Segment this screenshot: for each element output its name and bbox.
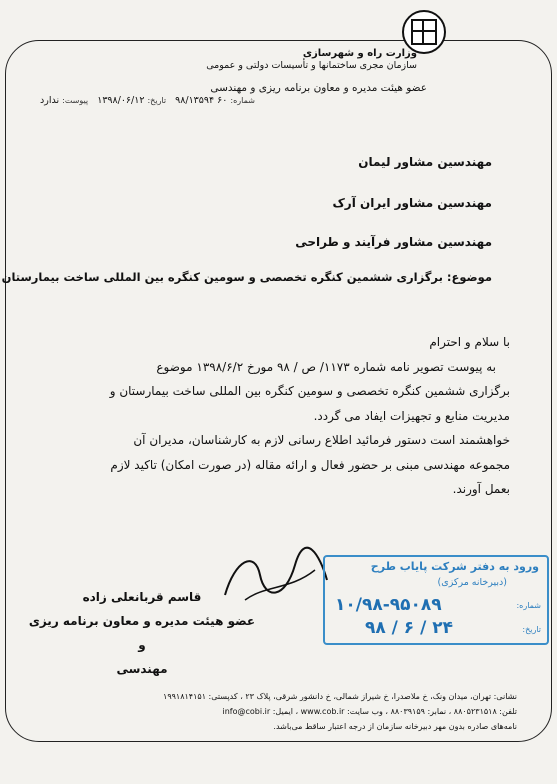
body-line: مدیریت منابع و تجهیزات ایفاد می گردد.: [313, 408, 510, 423]
stamp-line-2: (دبیرخانه مرکزی): [437, 577, 507, 588]
signer-name: قاسم قربانعلی زاده: [82, 590, 202, 604]
sender-role: عضو هیئت مدیره و معاون برنامه ریزی و مهندسی: [210, 82, 427, 94]
stamp-date: ۹۸ / ۶ / ۲۴: [365, 618, 453, 638]
body-line: خواهشمند است دستور فرمائید اطلاع رسانی لازم به کارشناسان، مدیران آن: [133, 433, 510, 447]
letter-date: ۱۳۹۸/۰۶/۱۲: [97, 95, 145, 106]
recipient-2: مهندسین مشاور ایران آرک: [332, 196, 492, 210]
stamp-number: ۱۰/۹۸-۹۵۰۸۹: [335, 595, 442, 615]
attachment-value: ندارد: [40, 95, 60, 106]
number-label: شماره:: [230, 96, 255, 105]
date-label: تاریخ:: [147, 96, 167, 105]
footer-note: نامه‌های صادره بدون مهر دبیرخانه سازمان از درجه اعتبار ساقط می‌باشد.: [273, 722, 517, 731]
receipt-stamp: [323, 555, 549, 645]
body-line: برگزاری ششمین کنگره تخصصی و سومین کنگره بین المللی ساخت بیمارستان و: [109, 384, 510, 398]
footer-address: نشانی: تهران، میدان ونک، خ ملاصدرا، خ شیراز شمالی، خ دانشور شرقی، پلاک ۲۳ ، کدپستی: ۱۹۹۱۸۱۴۱۵۱: [163, 692, 517, 701]
body-line: به پیوست تصویر نامه شماره ۱۱۷۳/ ص / ۹۸ مورخ ۱۳۹۸/۶/۲ موضوع: [156, 359, 496, 374]
stamp-date-label: تاریخ:: [522, 625, 541, 634]
attachment-label: پیوست:: [62, 96, 89, 105]
letter-body: [48, 330, 510, 502]
greeting: با سلام و احترام: [429, 335, 510, 349]
letter-subject: موضوع: برگزاری ششمین کنگره تخصصی و سومین کنگره بین المللی ساخت بیمارستان: [1, 270, 492, 284]
signer-title: عضو هیئت مدیره و معاون برنامه ریزی و: [28, 614, 256, 652]
recipient-3: مهندسین مشاور فرآیند و طراحی: [295, 235, 492, 249]
stamp-line-1: ورود به دفتر شرکت پایاب طرح: [370, 560, 539, 573]
body-line: بعمل آورند.: [452, 482, 510, 496]
organization-name: سازمان مجری ساختمانها و تأسیسات دولتی و عمومی: [206, 60, 417, 71]
signer-title-cont: مهندسی: [116, 662, 168, 676]
letter-number: ۶۰ ۹۸/۱۳۵۹۴: [175, 95, 228, 106]
footer-contact: تلفن: ۸۸۰۵۲۳۱۵۱۸ ، نمابر: ۸۸۰۳۹۱۵۹ ، وب سایت: www.cob.ir ، ایمیل: info@cobi.ir: [222, 707, 517, 716]
body-line: مجموعه مهندسی مبنی بر حضور فعال و ارائه مقاله (در صورت امکان) تاکید لازم: [110, 457, 510, 472]
letter-meta: [40, 95, 255, 106]
signature-block: [27, 585, 257, 681]
ministry-name: وزارت راه و شهرسازی: [302, 48, 417, 59]
recipient-1: مهندسین مشاور لیمان: [358, 155, 492, 169]
stamp-number-label: شماره:: [516, 601, 541, 610]
